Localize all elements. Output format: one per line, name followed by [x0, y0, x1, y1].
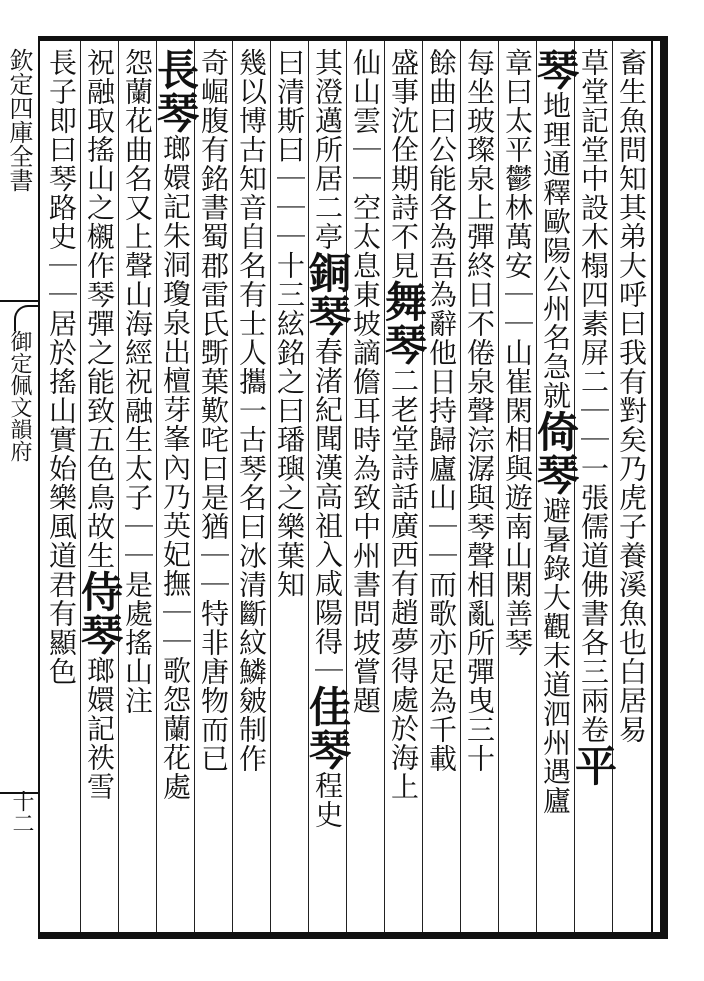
- text-run: ｜十三絃銘之曰璠璵之樂: [273, 222, 306, 541]
- text-run: 瑯嬛記朱洞瓊泉出檀芽峯內乃英妃撫｜｜歌怨蘭花處: [159, 134, 192, 801]
- text-run: 道君有顯色: [45, 541, 78, 686]
- text-run: 東坡謫儋耳時為致中州書問坡嘗題: [349, 280, 382, 715]
- text-column: [194, 48, 232, 773]
- entry-headword: 平: [569, 744, 618, 787]
- text-run: 曰清斯曰｜｜: [273, 48, 306, 222]
- text-run: 草堂記堂中設木榻四素屏二｜｜一張儒道佛書各三兩卷: [577, 48, 610, 744]
- entry-headword: 長琴: [151, 48, 200, 134]
- text-run: 盛事沈佺期詩不見: [387, 48, 420, 280]
- entry-headword: 琴: [531, 48, 580, 91]
- text-run: 畜生魚問知其弟大呼曰我有對矣乃虎子養溪魚也白居易: [615, 48, 648, 744]
- text-column: [75, 48, 124, 801]
- entry-headword: 佳琴: [303, 685, 352, 771]
- entry-headword: 銅琴: [303, 251, 352, 337]
- frame-left: [38, 36, 40, 939]
- entry-headword: 舞琴: [379, 280, 428, 366]
- text-column: [270, 48, 308, 599]
- text-column: [460, 48, 498, 773]
- text-column: [42, 48, 80, 686]
- text-run: 其澄邁所居二亭: [311, 48, 344, 251]
- text-run: 怨蘭花曲名又上聲山海經祝融生太子｜｜是處搖山注: [121, 48, 154, 715]
- book-title: 欽定四庫全書: [5, 48, 33, 192]
- text-column: [612, 48, 650, 744]
- text-run: 奇崛腹有銘書蜀郡雷氏斲葉歎咤曰是猶｜｜特非唐物而已: [197, 48, 230, 773]
- frame-bottom: [38, 932, 668, 939]
- text-run: 祝融取搖山之櫬作琴彈之能致五色鳥故生: [83, 48, 116, 570]
- text-run: 章曰太平鬱林萬安｜｜: [501, 48, 534, 338]
- text-run: 葉知: [273, 541, 306, 599]
- entry-headword: 侍琴: [75, 570, 124, 656]
- text-run: 長子即曰琴路史｜｜居於搖山實始樂風: [45, 48, 78, 541]
- text-run: 二老堂詩話廣西有趙夢得處於海上: [387, 366, 420, 801]
- text-column: [303, 48, 352, 829]
- text-run: 每坐玻璨泉上彈終日不倦泉聲淙潺與琴聲相亂所彈曳三十: [463, 48, 496, 773]
- text-run: 避暑錄大觀末道泗州遇廬: [539, 496, 572, 815]
- entry-headword: 倚琴: [531, 410, 580, 496]
- fishtail-mark: [14, 305, 40, 331]
- frame-right-inner: [651, 41, 653, 932]
- text-run: 山崔閑相與遊南山閑善琴: [501, 338, 534, 657]
- text-column: [498, 48, 536, 657]
- text-run: 幾以博古知音自名有士人攜一古琴名曰冰清斷紋鱗皴制作: [235, 48, 268, 773]
- text-column: [379, 48, 428, 801]
- text-column: [422, 48, 460, 773]
- text-run: 春渚紀聞漢高祖入咸陽得｜: [311, 337, 344, 685]
- folio-number: 十二: [9, 790, 34, 834]
- volume-title: 御定佩文韻府: [7, 330, 32, 462]
- text-run: 程史: [311, 771, 344, 829]
- frame-right: [660, 36, 668, 939]
- text-run: 地理通釋歐陽公州名急就: [539, 91, 572, 410]
- text-run: 仙山雲｜｜空太息: [349, 48, 382, 280]
- text-column: [346, 48, 384, 715]
- text-column: [232, 48, 270, 773]
- margin-divider-top: [0, 300, 38, 302]
- text-run: 瑯嬛記祑雪: [83, 656, 116, 801]
- text-column: [531, 48, 580, 815]
- text-column: [151, 48, 200, 801]
- text-run: 餘曲曰公能各為吾為辭他日持歸廬山｜｜而歌亦足為千載: [425, 48, 458, 773]
